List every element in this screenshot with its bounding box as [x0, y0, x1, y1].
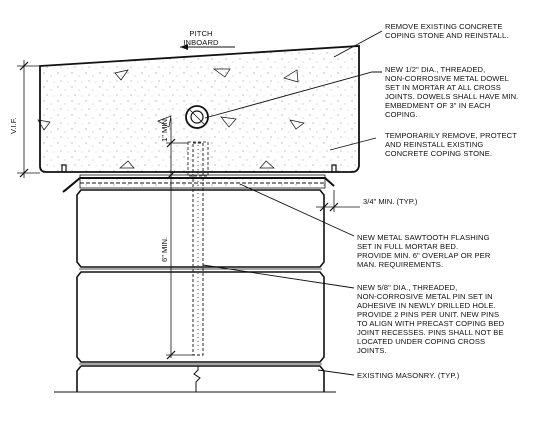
note-6-line-1: EXISTING MASONRY. (TYP.)	[357, 371, 460, 380]
existing-masonry	[54, 190, 336, 392]
vif-label: V.I.F.	[9, 117, 18, 134]
note-3-line-1: TEMPORARILY REMOVE, PROTECT	[385, 131, 517, 140]
note-5-line-4: PROVIDE 2 PINS PER UNIT. NEW PINS	[357, 310, 500, 319]
note-2-line-4: JOINTS. DOWELS SHALL HAVE MIN.	[385, 92, 519, 101]
note-4-line-1: NEW METAL SAWTOOTH FLASHING	[357, 233, 490, 242]
three-quarter-label: 3/4" MIN. (TYP.)	[363, 197, 418, 206]
six-inch-dimension	[160, 178, 193, 359]
note-5-line-6: JOINT RECESSES. PINS SHALL NOT BE	[357, 328, 504, 337]
note-5-line-1: NEW 5/8" DIA., THREADED,	[357, 283, 458, 292]
note-1-line-1: REMOVE EXISTING CONCRETE	[385, 22, 503, 31]
three-quarter-dimension	[316, 190, 418, 212]
note-4-line-3: PROVIDE MIN. 6" OVERLAP OR PER	[357, 251, 491, 260]
note-5-line-7: LOCATED UNDER COPING CROSS	[357, 337, 486, 346]
note-sawtooth-flashing	[357, 233, 491, 269]
note-existing-masonry	[357, 371, 460, 380]
note-2-line-5: EMBEDMENT OF 3" IN EACH	[385, 101, 491, 110]
note-5-line-8: JOINTS.	[357, 346, 387, 355]
six-inch-label: 6" MIN.	[160, 236, 169, 262]
dowel-symbol	[186, 106, 208, 128]
note-remove-coping	[385, 22, 509, 40]
note-dowel	[385, 65, 518, 119]
note-5-line-5: TO ALIGN WITH PRECAST COPING BED	[357, 319, 505, 328]
note-2-line-1: NEW 1/2" DIA., THREADED,	[385, 65, 486, 74]
note-2-line-6: COPING.	[385, 110, 418, 119]
note-4-line-2: SET IN FULL MORTAR BED.	[357, 242, 459, 251]
note-new-pin	[357, 283, 505, 355]
one-inch-label: 1" MIN.	[160, 116, 169, 142]
vif-dimension	[9, 60, 40, 178]
note-2-line-2: NON-CORROSIVE METAL DOWEL	[385, 74, 510, 83]
note-3-line-3: CONCRETE COPING STONE.	[385, 149, 493, 158]
note-3-line-2: AND REINSTALL EXISTING	[385, 140, 484, 149]
pitch-label-1: PITCH	[189, 29, 213, 38]
pitch-arrow	[180, 29, 235, 50]
note-1-line-2: COPING STONE AND REINSTALL.	[385, 31, 509, 40]
note-4-line-4: MAN. REQUIREMENTS.	[357, 260, 444, 269]
pitch-label-2: INBOARD	[183, 38, 219, 47]
note-5-line-2: NON-CORROSIVE METAL PIN SET IN	[357, 292, 493, 301]
note-temporarily-remove	[385, 131, 517, 158]
note-5-line-3: ADHESIVE IN NEWLY DRILLED HOLE.	[357, 301, 496, 310]
note-2-line-3: SET IN MORTAR AT ALL CROSS	[385, 83, 501, 92]
